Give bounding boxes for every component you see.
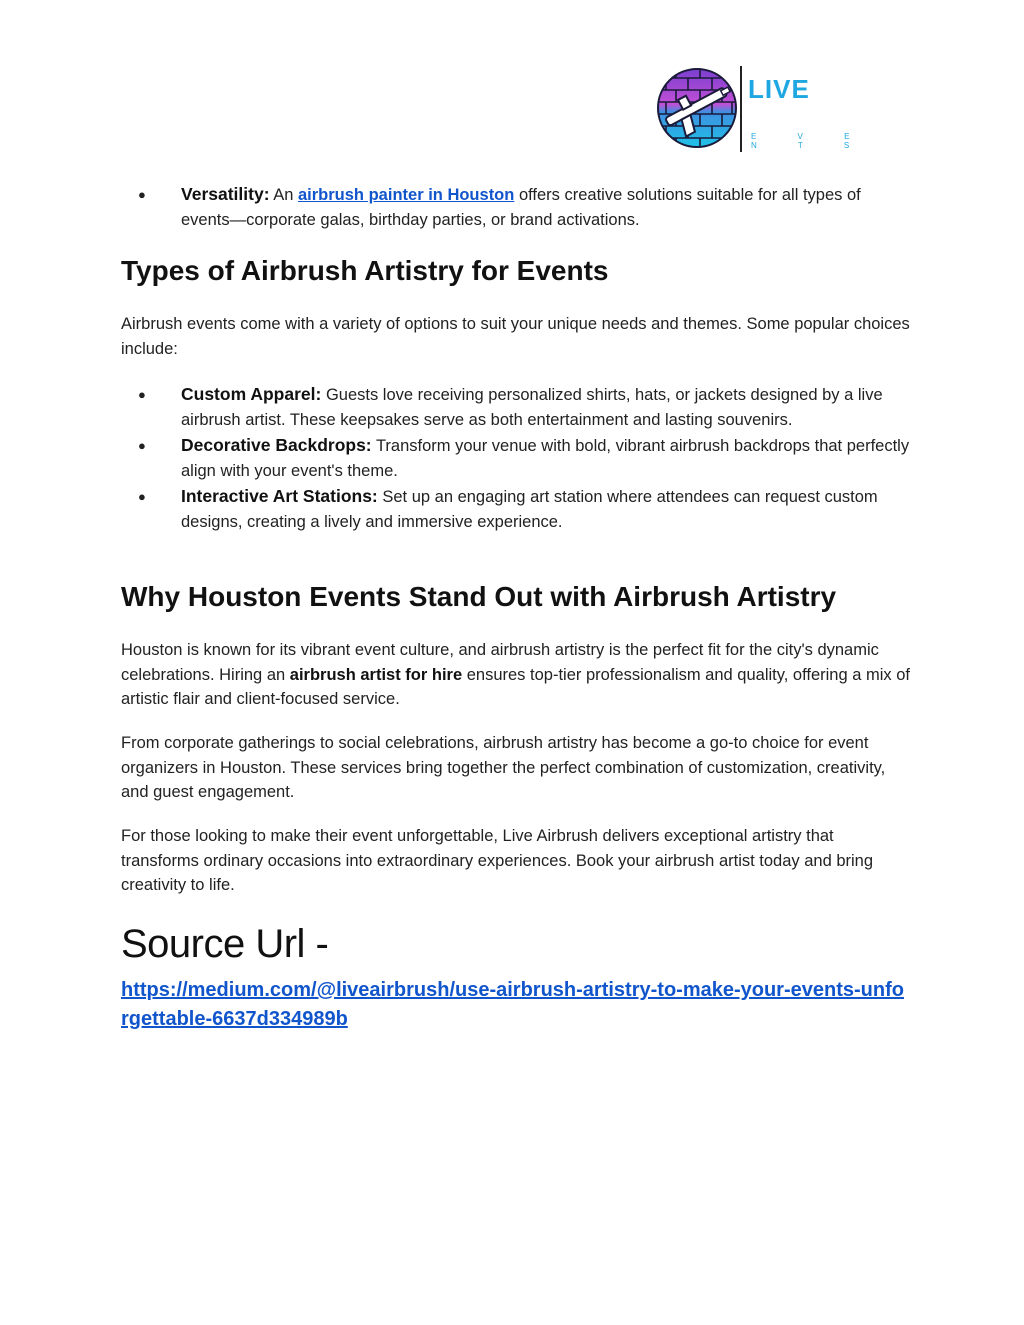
list-item: [121, 182, 911, 233]
paragraph: Airbrush events come with a variety of options to suit your unique needs and themes. Some popular choices include:: [121, 315, 910, 358]
list-item-text: Set up an engaging art station where attendees can request custom designs, creating a lively and immersive experience.: [181, 488, 878, 531]
bullet-dot-icon: ●: [138, 387, 146, 402]
list-item-lead: Versatility:: [181, 184, 270, 204]
airbrush-painter-link[interactable]: airbrush painter in Houston: [298, 186, 515, 204]
versatility-list: [121, 182, 911, 233]
logo-wordmark: LIVE: [748, 74, 810, 104]
bullet-dot-icon: ●: [138, 187, 146, 202]
live-events-logo: [656, 62, 906, 154]
list-item-text: Transform your venue with bold, vibrant airbrush backdrops that perfectly align with your event's theme.: [181, 437, 910, 480]
list-item-lead: Custom Apparel:: [181, 384, 322, 404]
list-item-text: Guests love receiving personalized shirts, hats, or jackets designed by a live airbrush artist. These keepsakes serve as both entertainment and lasting souvenirs.: [181, 386, 883, 429]
source-title: Source Url -: [121, 922, 329, 966]
list-item: [121, 382, 911, 433]
paragraph: For those looking to make their event unforgettable, Live Airbrush delivers exceptional artistry that transforms ordinary occasions into extraordinary experiences. Book your airbrush artist today and bring creativity to life.: [121, 827, 874, 894]
list-item-text: An: [273, 186, 294, 204]
section-heading: Why Houston Events Stand Out with Airbrush Artistry: [121, 581, 837, 612]
paragraph: [121, 638, 911, 712]
paragraph-bold: airbrush artist for hire: [289, 665, 463, 684]
paragraph-text: ensures top-tier professionalism and quality, offering a mix of artistic flair and client-focused service.: [121, 665, 911, 708]
section-heading: Types of Airbrush Artistry for Events: [121, 255, 609, 286]
list-item-lead: Decorative Backdrops:: [181, 435, 372, 455]
source-url-link[interactable]: https://medium.com/@liveairbrush/use-airbrush-artistry-to-make-your-events-unforgettable-6637d334989b: [121, 979, 904, 1030]
bullet-dot-icon: ●: [138, 489, 146, 504]
list-item: [121, 433, 911, 484]
paragraph-text: Houston is known for its vibrant event culture, and airbrush artistry is the perfect fit for the city's dynamic celebrations. Hiring an: [121, 641, 879, 684]
airbrush-gun-brick-circle-icon: [656, 62, 738, 154]
list-item: [121, 484, 911, 535]
paragraph: From corporate gatherings to social celebrations, airbrush artistry has become a go-to choice for event organizers in Houston. These services bring together the perfect combination of customization, creativity, and guest engagement.: [121, 734, 886, 801]
list-item-lead: Interactive Art Stations:: [181, 486, 378, 506]
list-item-text: offers creative solutions suitable for all types of events—corporate galas, birthday parties, or brand activations.: [181, 186, 861, 229]
bullet-dot-icon: ●: [138, 438, 146, 453]
types-list: [121, 382, 911, 535]
logo-divider: [740, 66, 742, 152]
logo-subtitle: E V E N T S: [751, 132, 869, 150]
